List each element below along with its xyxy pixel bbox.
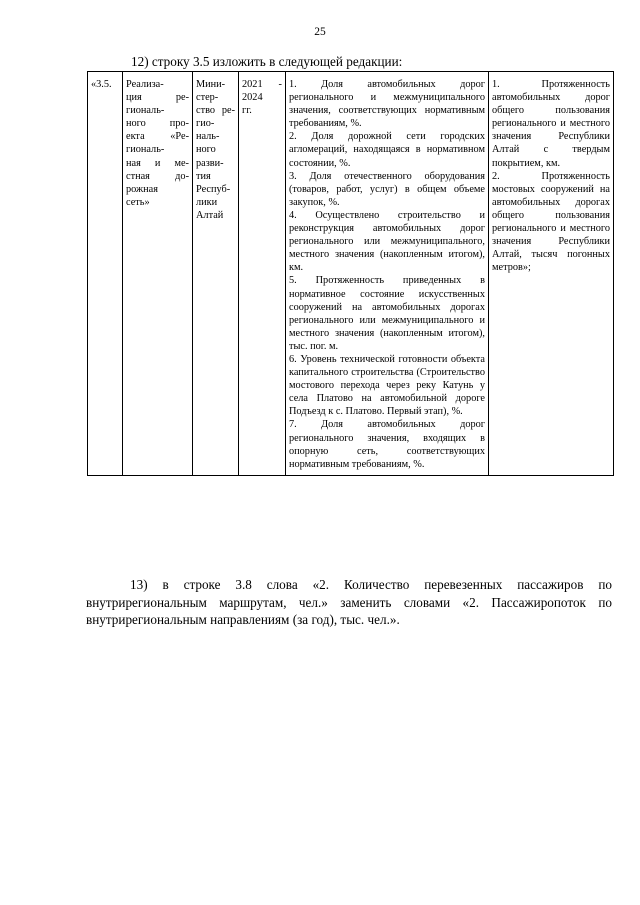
amendment-13-paragraph: 13) в строке 3.8 слова «2. Количество перевезенных пассажиров по внутрирегиональным маршрутам, чел.» заменить словами «2. Пассажиропоток по внутрирегиональным направлениям (за год), тыс. чел.». bbox=[86, 577, 612, 627]
project-name-line: гиональ- bbox=[126, 144, 165, 156]
page-number: 25 bbox=[314, 26, 326, 38]
project-name-line: ция ре- bbox=[126, 92, 189, 104]
period-line: 2021 - bbox=[242, 79, 282, 90]
executor-line: тия bbox=[196, 170, 211, 182]
result-item: 1. Протяженность автомобильных дорог общего пользования регионального и местного значения Республики Алтай с твердым покрытием, км. bbox=[492, 79, 610, 169]
indicator-item: 3. Доля отечественного оборудования (товаров, работ, услуг) в общем объеме закупок, %. bbox=[289, 170, 485, 208]
results-cell bbox=[489, 72, 614, 476]
indicator-item: 7. Доля автомобильных дорог регионального значения, входящих в опорную сеть, соответствующих нормативным требованиям, %. bbox=[289, 419, 485, 470]
executor-line: ство ре- bbox=[196, 105, 235, 117]
project-name-line: ного про- bbox=[126, 118, 189, 130]
indicator-item: 1. Доля автомобильных дорог регионального и межмуниципального значения, соответствующих нормативным требованиям, %. bbox=[289, 79, 485, 130]
executor-line: ного bbox=[196, 144, 216, 156]
indicator-item: 2. Доля дорожной сети городских агломераций, находящаяся в нормативном состоянии, %. bbox=[289, 131, 485, 169]
indicator-item: 6. Уровень технической готовности объекта капитального строительства (Строительство мостового перехода через реку Катунь у села Платово на автомобильной дороге Подъезд к с. Платово. Первый этап), %. bbox=[289, 353, 485, 418]
executor-line: Мини- bbox=[196, 79, 226, 90]
amendment-table bbox=[87, 71, 614, 476]
project-name-line: екта «Ре- bbox=[126, 131, 189, 143]
indicator-item: 4. Осуществлено строительство и реконструкция автомобильных дорог регионального или межмуниципального, местного значения (накопленным итогом), км. bbox=[289, 209, 485, 274]
project-name-cell bbox=[123, 72, 193, 476]
amendment-intro: 12) строку 3.5 изложить в следующей редакции: bbox=[131, 54, 403, 69]
project-name-line: сеть» bbox=[126, 196, 150, 208]
executor-line: Алтай bbox=[196, 209, 224, 221]
row-number: «3.5. bbox=[91, 79, 112, 90]
period-cell bbox=[239, 72, 286, 476]
executor-cell bbox=[193, 72, 239, 476]
indicator-item: 5. Протяженность приведенных в нормативное состояние искусственных сооружений на автомобильных дорогах регионального или межмуниципального и местного значения (накопленным итогом), тыс. пог. м. bbox=[289, 275, 485, 352]
project-name-line: ная и ме- bbox=[126, 157, 189, 169]
indicators-cell bbox=[286, 72, 489, 476]
project-name-line: стная до- bbox=[126, 170, 189, 182]
period-line: 2024 bbox=[242, 92, 263, 104]
executor-line: наль- bbox=[196, 131, 220, 143]
executor-line: лики bbox=[196, 196, 218, 208]
project-name-line: гиональ- bbox=[126, 105, 165, 117]
period-line: гг. bbox=[242, 105, 252, 117]
project-name-line: Реализа- bbox=[126, 79, 164, 90]
executor-line: гио- bbox=[196, 118, 215, 130]
row-number-cell bbox=[88, 72, 123, 476]
project-name-line: рожная bbox=[126, 183, 158, 195]
executor-line: Респуб- bbox=[196, 183, 231, 195]
executor-line: стер- bbox=[196, 92, 219, 104]
result-item: 2. Протяженность мостовых сооружений на автомобильных дорогах общего пользования регионального и местного значения Республики Алтай, тысяч погонных метров»; bbox=[492, 170, 610, 274]
executor-line: разви- bbox=[196, 157, 224, 169]
table-row bbox=[88, 72, 614, 476]
